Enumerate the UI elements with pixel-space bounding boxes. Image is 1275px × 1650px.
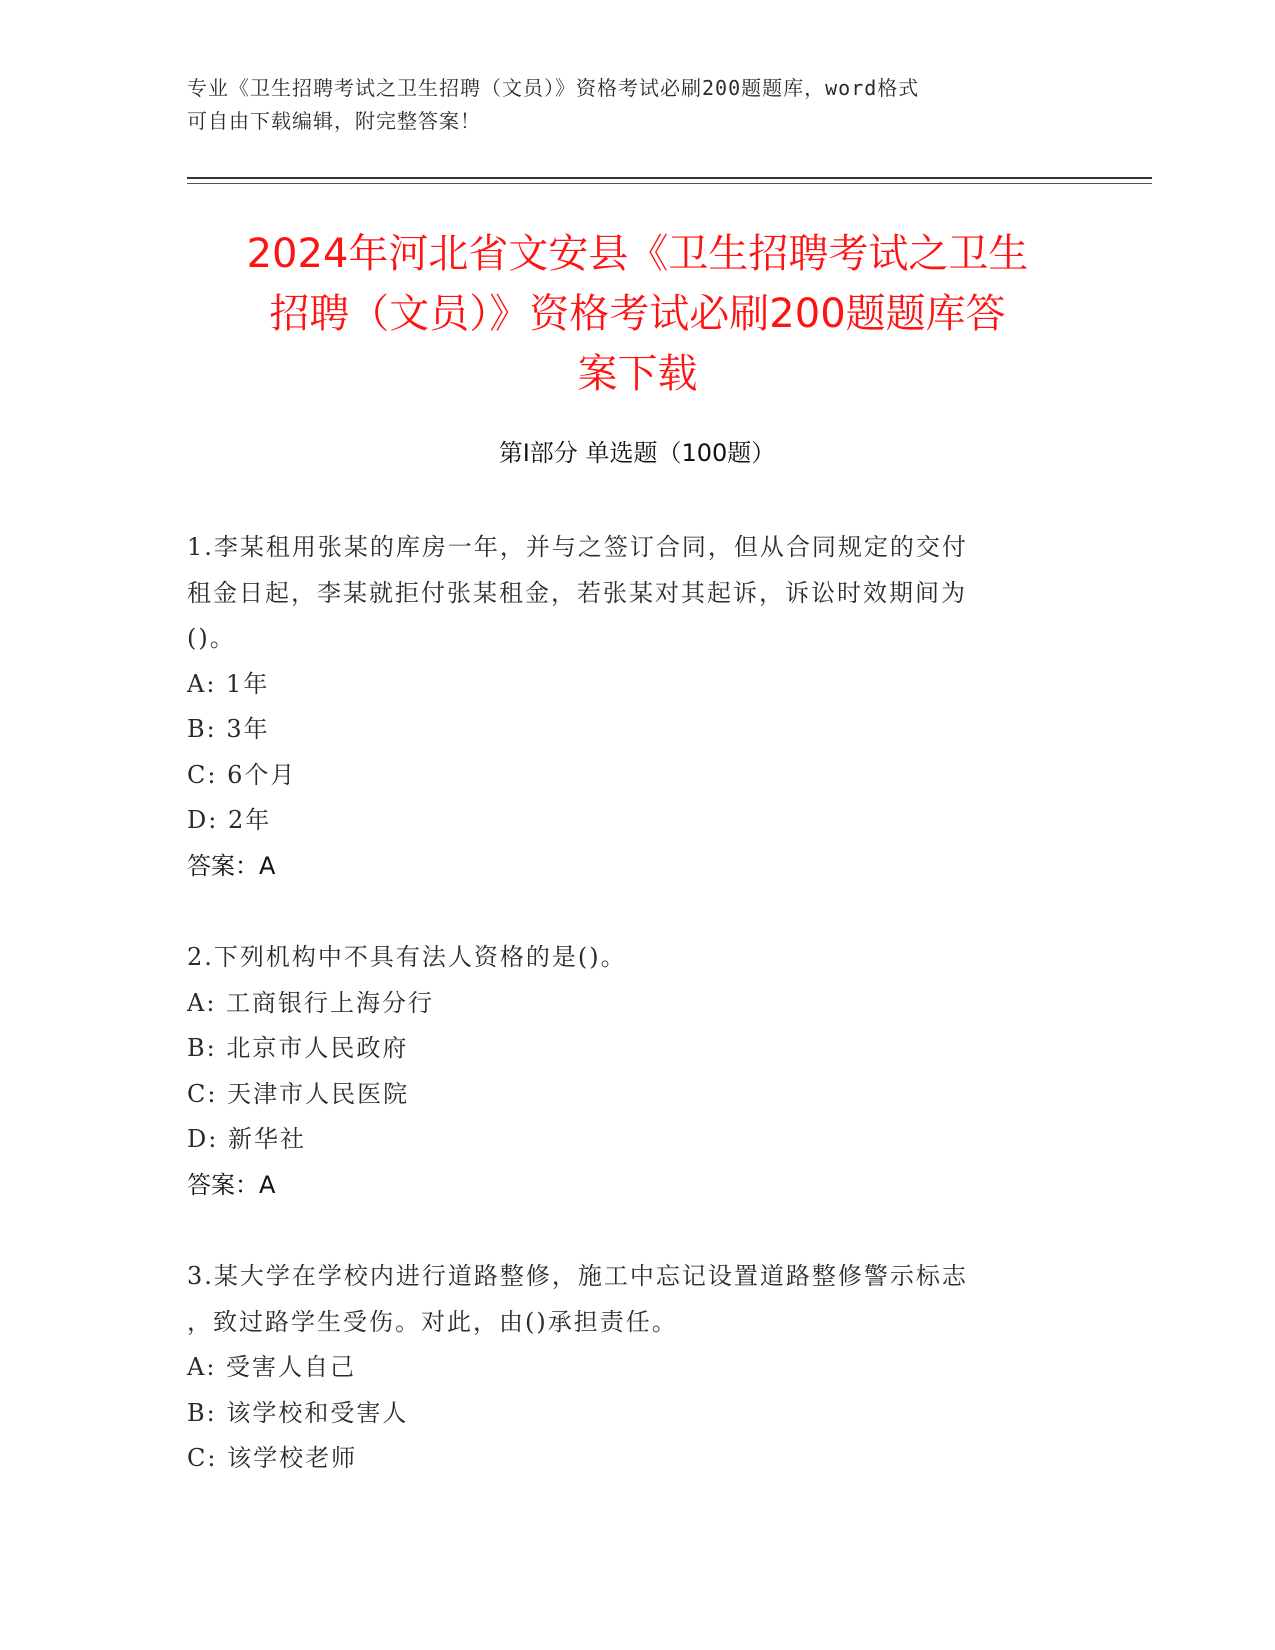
question-2 bbox=[187, 935, 1067, 1208]
question-stem-line: ，致过路学生受伤。对此，由()承担责任。 bbox=[187, 1307, 678, 1336]
question-stem-line: 2.下列机构中不具有法人资格的是()。 bbox=[187, 943, 627, 971]
option-b: B: 3年 bbox=[187, 715, 270, 743]
header-note bbox=[187, 72, 1067, 138]
header-note-line-2: 可自由下载编辑，附完整答案！ bbox=[187, 109, 481, 133]
option-b: B: 北京市人民政府 bbox=[187, 1034, 409, 1062]
question-1 bbox=[187, 525, 1067, 889]
option-a: A: 受害人自己 bbox=[187, 1353, 357, 1381]
option-d: D: 2年 bbox=[187, 806, 272, 834]
question-list bbox=[187, 525, 1067, 1528]
option-b: B: 该学校和受害人 bbox=[187, 1398, 409, 1427]
option-c: C: 6个月 bbox=[187, 760, 297, 789]
question-stem-line: 租金日起，李某就拒付张某租金，若张某对其起诉，诉讼时效期间为 bbox=[187, 578, 967, 607]
question-3 bbox=[187, 1254, 1067, 1482]
option-a: A: 工商银行上海分行 bbox=[187, 988, 435, 1017]
question-stem-line: 1.李某租用张某的库房一年，并与之签订合同，但从合同规定的交付 bbox=[187, 533, 968, 561]
title-line-2: 招聘（文员）》资格考试必刷200题题库答 bbox=[269, 291, 1006, 337]
question-stem-line: ()。 bbox=[187, 624, 236, 652]
option-d: D: 新华社 bbox=[187, 1125, 306, 1153]
question-stem-line: 3.某大学在学校内进行道路整修，施工中忘记设置道路整修警示标志 bbox=[187, 1262, 968, 1290]
document-title bbox=[170, 224, 1105, 404]
section-heading: 第Ⅰ部分 单选题（100题） bbox=[498, 439, 776, 467]
answer-line: 答案：A bbox=[187, 1170, 276, 1199]
answer-line: 答案：A bbox=[187, 851, 276, 880]
title-line-3: 案下载 bbox=[577, 351, 698, 397]
header-divider-thin bbox=[187, 183, 1152, 184]
option-c: C: 该学校老师 bbox=[187, 1444, 358, 1472]
option-a: A: 1年 bbox=[187, 669, 270, 698]
header-divider-thick bbox=[187, 177, 1152, 179]
header-note-line-1: 专业《卫生招聘考试之卫生招聘（文员）》资格考试必刷200题题库，word格式 bbox=[187, 76, 920, 100]
title-line-1: 2024年河北省文安县《卫生招聘考试之卫生 bbox=[246, 231, 1029, 277]
option-c: C: 天津市人民医院 bbox=[187, 1079, 410, 1108]
